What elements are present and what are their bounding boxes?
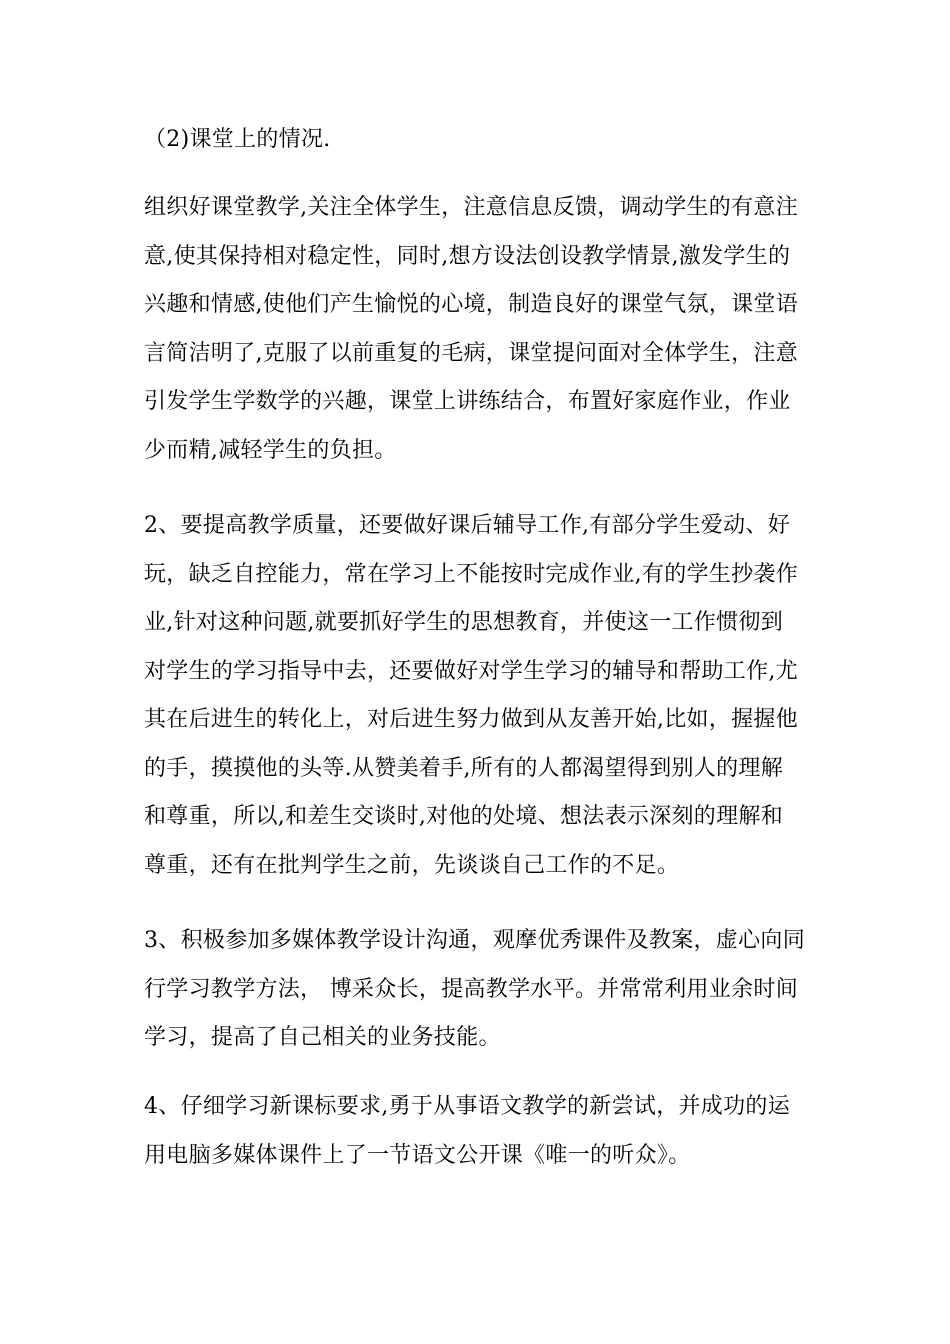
text-line: 的手，摸摸他的头等.从赞美着手,所有的人都渴望得到别人的理解	[144, 755, 783, 781]
text-line: 组织好课堂教学,关注全体学生，注意信息反馈，调动学生的有意注	[144, 195, 798, 220]
text-line: 言简洁明了,克服了以前重复的毛病，课堂提问面对全体学生，注意	[144, 340, 798, 366]
text-line: 用电脑多媒体课件上了一节语文公开课《唯一的听众》。	[144, 1142, 691, 1168]
paragraph-heading	[144, 116, 808, 165]
text-line: 兴趣和情感,使他们产生愉悦的心境，制造良好的课堂气氛，课堂语	[144, 292, 798, 317]
text-line: 玩，缺乏自控能力，常在学习上不能按时完成作业,有的学生抄袭作	[144, 561, 798, 587]
paragraph-item-2	[144, 502, 808, 890]
text-line: （2)课堂上的情况.	[144, 127, 331, 152]
paragraph-item-4	[144, 1083, 808, 1180]
text-line: 行学习教学方法， 博采众长，提高教学水平。并常常利用业余时间	[144, 976, 798, 1002]
text-line: 2、要提高教学质量，还要做好课后辅导工作,有部分学生爱动、好	[144, 513, 790, 538]
text-line: 学习，提高了自己相关的业务技能。	[144, 1025, 501, 1050]
text-line: 引发学生学数学的兴趣，课堂上讲练结合，布置好家庭作业，作业	[144, 389, 791, 414]
paragraph-item-3	[144, 917, 808, 1063]
text-line: 尊重，还有在批判学生之前，先谈谈自己工作的不足。	[144, 852, 680, 878]
text-line: 意,使其保持相对稳定性，同时,想方设法创设教学情景,激发学生的	[144, 243, 791, 269]
text-line: 其在后进生的转化上，对后进生努力做到从友善开始,比如，握握他	[144, 707, 798, 732]
text-line: 4、仔细学习新课标要求,勇于从事语文教学的新尝试，并成功的运	[144, 1094, 790, 1119]
text-line: 对学生的学习指导中去，还要做好对学生学习的辅导和帮助工作,尤	[144, 658, 798, 684]
text-line: 业,针对这种问题,就要抓好学生的思想教育，并使这一工作惯彻到	[144, 610, 783, 635]
text-line: 3、积极参加多媒体教学设计沟通，观摩优秀课件及教案，虚心向同	[144, 928, 805, 953]
paragraph-classroom-teaching	[144, 184, 808, 475]
text-line: 和尊重，所以,和差生交谈时,对他的处境、想法表示深刻的理解和	[144, 804, 783, 829]
text-line: 少而精,减轻学生的负担。	[144, 437, 397, 463]
